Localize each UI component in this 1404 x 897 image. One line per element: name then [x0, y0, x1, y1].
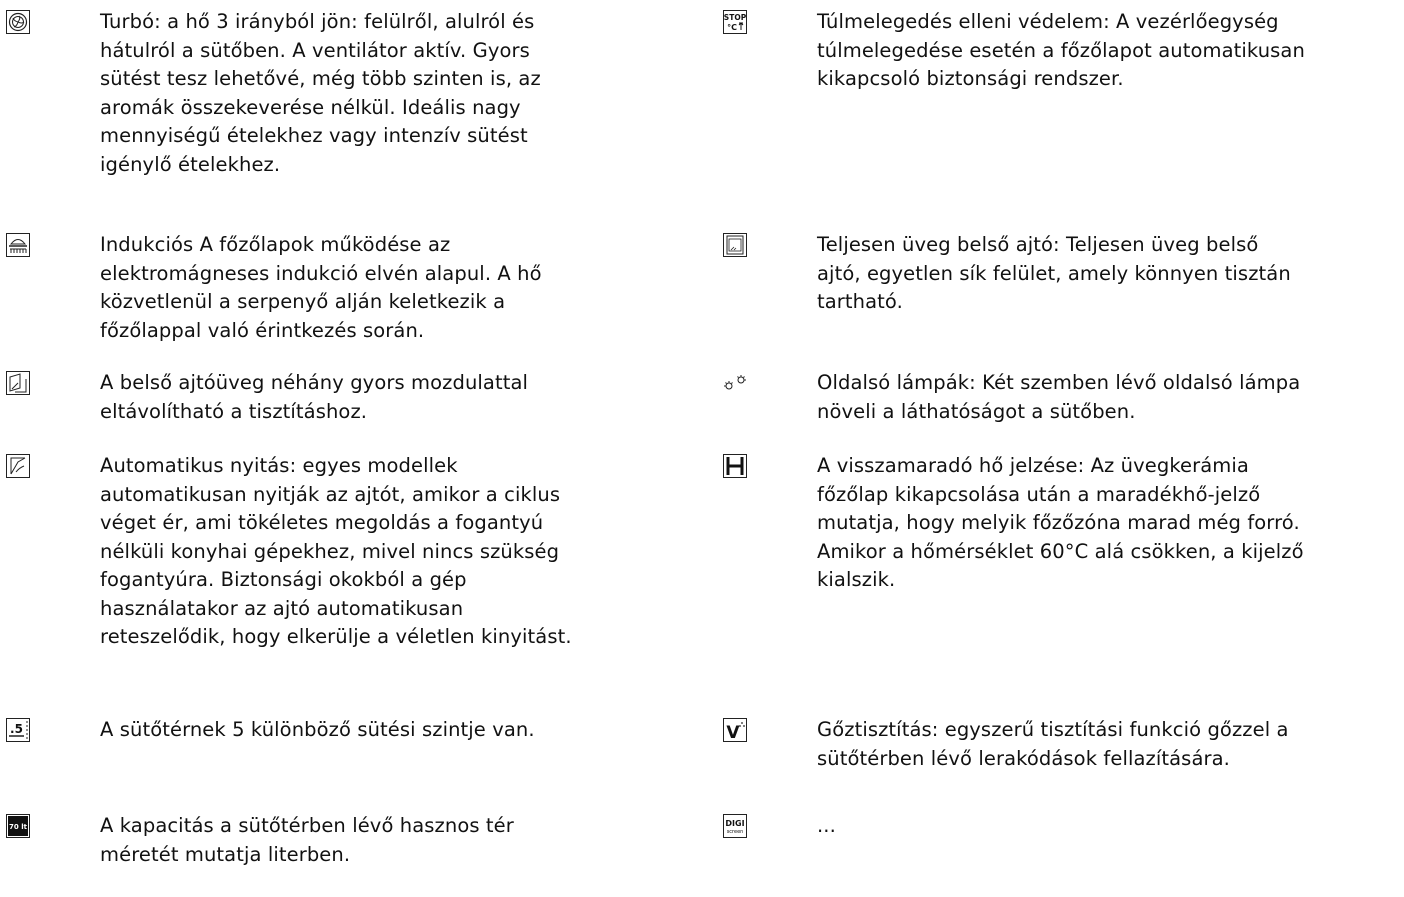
svg-text:°C: °C [727, 23, 737, 32]
svg-text:screen: screen [726, 829, 744, 835]
feature-text: Automatikus nyitás: egyes modellek automatikusan nyitják az ajtót, amikor a ciklus véget ér, ami tökéletes megoldás a fogantyú nélküli konyhai gépekhez, mivel nincs szükség fogantyúra. Biztonsági okokból a gép használatakor az ajtó automatikusan reteszelődik, hogy elkerülje a véletlen kinyitást. [100, 454, 572, 648]
svg-text:.5: .5 [10, 722, 23, 736]
svg-text:STOP: STOP [723, 13, 747, 22]
induction-hob-icon [6, 233, 30, 257]
turbo-fan-icon [6, 10, 30, 34]
feature-text: ... [817, 814, 836, 837]
feature-text: Turbó: a hő 3 irányból jön: felülről, alulról és hátulról a sütőben. A ventilátor aktív. Gyors sütést tesz lehetővé, még több szinten is, az aromák összekeverése nélkül. Ideális nagy mennyiségű ételekhez vagy intenzív sütést igénylő ételekhez. [100, 10, 541, 176]
residual-heat-indicator-icon [723, 454, 747, 478]
side-lamps-icon [723, 371, 747, 395]
svg-text:V: V [726, 723, 740, 742]
feature-text: A visszamaradó hő jelzése: Az üvegkerámia főzőlap kikapcsolása után a maradékhő-jelző mutatja, hogy melyik főzőzóna marad még forró. Amikor a hőmérséklet 60°C alá csökken, a kijelző kialszik. [817, 454, 1304, 591]
full-glass-inner-door-icon [723, 233, 747, 257]
feature-text: Gőztisztítás: egyszerű tisztítási funkció gőzzel a sütőtérben lévő lerakódások fellazítására. [817, 718, 1289, 770]
digi-screen-icon [723, 814, 747, 838]
svg-text:DIGI: DIGI [725, 819, 745, 828]
feature-text: Túlmelegedés elleni védelem: A vezérlőegység túlmelegedése esetén a főzőlapot automatikusan kikapcsoló biztonsági rendszer. [817, 10, 1305, 90]
feature-text: Oldalsó lámpák: Két szemben lévő oldalsó lámpa növeli a láthatóságot a sütőben. [817, 371, 1301, 423]
automatic-door-opening-icon [6, 454, 30, 478]
feature-text: A belső ajtóüveg néhány gyors mozdulattal eltávolítható a tisztításhoz. [100, 371, 529, 423]
five-levels-icon [6, 718, 30, 742]
removable-door-glass-icon [6, 371, 30, 395]
svg-text:70 lt: 70 lt [9, 823, 27, 831]
capacity-70l-icon [6, 814, 30, 838]
feature-text: A kapacitás a sütőtérben lévő hasznos tér méretét mutatja literben. [100, 814, 514, 866]
feature-text: Indukciós A főzőlapok működése az elektromágneses indukció elvén alapul. A hő közvetlenül a serpenyő alján keletkezik a főzőlappal való érintkezés során. [100, 233, 542, 342]
feature-text: Teljesen üveg belső ajtó: Teljesen üveg belső ajtó, egyetlen sík felület, amely könnyen tisztán tartható. [817, 233, 1291, 313]
overheat-stop-icon [723, 10, 747, 34]
feature-text: A sütőtérnek 5 különböző sütési szintje van. [100, 718, 535, 741]
steam-cleaning-icon [723, 718, 747, 742]
